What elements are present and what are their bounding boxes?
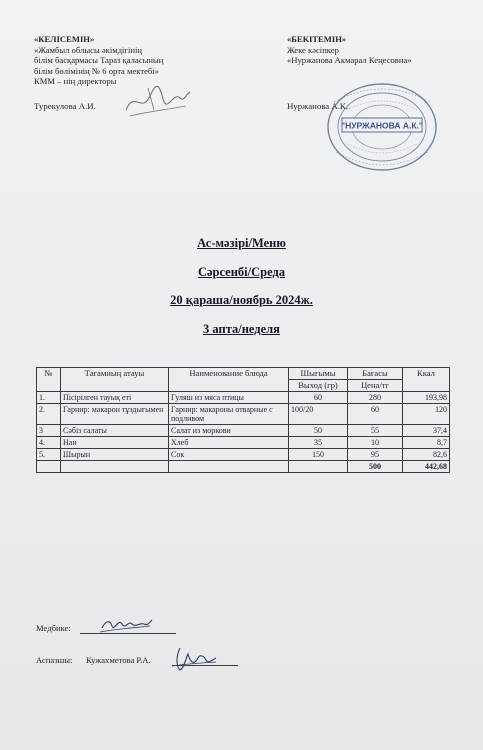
cell-name-ru: Хлеб (169, 437, 289, 449)
cell-yield: 100/20 (289, 404, 348, 425)
column-header-num: № (37, 368, 61, 392)
menu-table (36, 367, 450, 473)
cell-kcal: 82,6 (403, 449, 450, 461)
cell-yield: 35 (289, 437, 348, 449)
cell-name-kz: Гарнир: макарон тұздығымен (61, 404, 169, 425)
cell-empty (289, 461, 348, 473)
cell-num: 1. (37, 392, 61, 404)
cook-signature-icon (170, 644, 218, 674)
table-header-row (37, 368, 450, 380)
director-signature-icon (120, 80, 192, 122)
cell-name-ru: Сок (169, 449, 289, 461)
week-title: 3 апта/неделя (203, 321, 280, 336)
approved-line: «Нуржанова Акмарал Кеңесовна» (287, 55, 412, 66)
total-price: 500 (348, 461, 403, 473)
date-title: 20 қараша/ноябрь 2024ж. (170, 293, 313, 307)
column-subheader-price: Цена/тг (348, 380, 403, 392)
cell-price: 10 (348, 437, 403, 449)
cell-empty (61, 461, 169, 473)
nurse-signature-icon (98, 614, 154, 638)
cell-yield: 150 (289, 449, 348, 461)
nurse-label: Медбике: (36, 623, 71, 633)
menu-title: Ас-мәзірі/Меню (197, 236, 286, 250)
approved-heading: «БЕКІТЕМІН» (287, 34, 347, 44)
column-subheader-yield: Выход (гр) (289, 380, 348, 392)
cell-kcal: 193,98 (403, 392, 450, 404)
cell-name-kz: Нан (61, 437, 169, 449)
table-row (37, 437, 450, 449)
stamp-name: "НУРЖАНОВА А.К." (341, 120, 423, 131)
agreed-line: білім бөлімінің № 6 орта мектебі» (34, 65, 159, 76)
entrepreneur-stamp-icon (326, 82, 438, 172)
cell-price: 60 (348, 404, 403, 425)
cell-price: 95 (348, 449, 403, 461)
agreed-line: білім басқармасы Тараз қаласының (34, 55, 164, 66)
cell-yield: 50 (289, 425, 348, 437)
cell-name-ru: Салат из моркови (169, 425, 289, 437)
column-header-yield: Шығымы (289, 368, 348, 380)
column-header-price: Бағасы (348, 368, 403, 380)
day-title: Сәрсенбі/Среда (197, 264, 286, 279)
cell-name-ru: Гуляш из мяса птицы (169, 392, 289, 404)
table-total-row (37, 461, 450, 473)
table-row (37, 449, 450, 461)
menu-titles (0, 236, 483, 350)
cook-name: Кужахметова Р.А. (86, 655, 151, 665)
director-signer: Турекулова А.И. (34, 101, 96, 111)
cell-name-kz: Сәбіз салаты (61, 425, 169, 437)
cell-kcal: 37,4 (403, 425, 450, 437)
cell-name-kz: Пісірілген тауық еті (61, 392, 169, 404)
cell-price: 55 (348, 425, 403, 437)
cell-num: 4. (37, 437, 61, 449)
cook-label: Аспазшы: (36, 655, 73, 665)
cell-kcal: 8,7 (403, 437, 450, 449)
entrepreneur-signer: Нуржанова А.К. (287, 101, 348, 111)
cell-name-ru: Гарнир: макароны отварные с подливом (169, 404, 289, 425)
approved-line: Жеке кәсіпкер (287, 44, 339, 55)
cell-num: 3 (37, 425, 61, 437)
cell-num: 5. (37, 449, 61, 461)
agreed-heading: «КЕЛІСЕМІН» (34, 34, 95, 44)
column-header-kcal: Ккал (403, 368, 450, 392)
table-row (37, 392, 450, 404)
table-row (37, 404, 450, 425)
table-row (37, 425, 450, 437)
cell-kcal: 120 (403, 404, 450, 425)
header-approved (287, 34, 457, 66)
column-header-name-ru: Наименование блюда (169, 368, 289, 392)
column-header-name-kz: Тағамның атауы (61, 368, 169, 392)
agreed-line: КММ – нің директоры (34, 76, 117, 87)
cell-yield: 60 (289, 392, 348, 404)
cell-price: 280 (348, 392, 403, 404)
cell-empty (37, 461, 61, 473)
agreed-line: «Жамбыл облысы әкімдігінің (34, 44, 142, 55)
total-kcal: 442,68 (403, 461, 450, 473)
cell-empty (169, 461, 289, 473)
cell-name-kz: Шырын (61, 449, 169, 461)
cell-num: 2. (37, 404, 61, 425)
